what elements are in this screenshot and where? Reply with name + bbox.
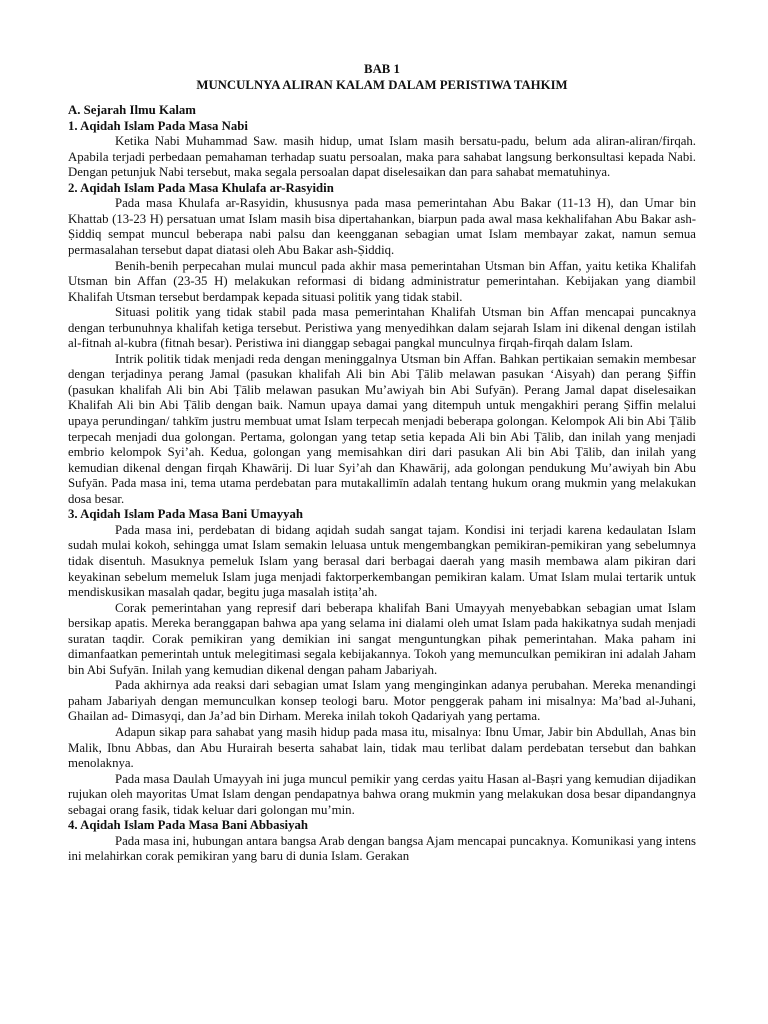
section-heading: A. Sejarah Ilmu Kalam bbox=[68, 103, 196, 118]
chapter-label: BAB 1 bbox=[364, 62, 400, 76]
paragraph: Pada masa ini, perdebatan di bidang aqidah sudah sangat tajam. Kondisi ini terjadi karena kedaulatan Islam sudah mulai kokoh, sehingga umat Islam semakin leluasa untuk mengembangkan pemikiran-pemikiran yang sebelumnya tidak disentuh. Masuknya pemeluk Islam yang berasal dari berbagai daerah yang masih membawa alam pikiran dari keyakinan sebelum memeluk Islam juga menjadi faktorperkembangan pemikiran kalam. Umat Islam mulai tertarik untuk mendiskusikan masalah qadar, begitu juga masalah istiṭa’ah. bbox=[68, 522, 696, 600]
subsection-heading-2: 2. Aqidah Islam Pada Masa Khulafa ar-Rasyidin bbox=[68, 180, 334, 195]
paragraph: Pada masa Khulafa ar-Rasyidin, khususnya pada masa pemerintahan Abu Bakar (11-13 H), dan Umar bin Khattab (13-23 H) persatuan umat Islam masih bisa dipertahankan, biarpun pada awal masa kekhalifahan Abu Bakar ash-Ṣiddiq sempat muncul beberapa nabi palsu dan keengganan sebagian umat Islam membayar zakat, namun semua permasalahan tersebut dapat diatasi oleh Abu Bakar ash-Ṣiddiq. bbox=[68, 196, 696, 258]
subsection-heading-3: 3. Aqidah Islam Pada Masa Bani Umayyah bbox=[68, 507, 304, 522]
document-body bbox=[68, 62, 696, 865]
paragraph: Pada akhirnya ada reaksi dari sebagian umat Islam yang menginginkan adanya perubahan. Mereka menandingi paham Jabariyah dengan memunculkan konsep teologi baru. Motor penggerak paham ini misalnya: Ma’bad al-Juhani, Ghailan ad- Dimasyqi, dan Ja’ad bin Dirham. Mereka inilah tokoh Qadariyah yang pertama. bbox=[68, 678, 696, 724]
chapter-title: MUNCULNYA ALIRAN KALAM DALAM PERISTIWA TAHKIM bbox=[196, 77, 568, 92]
paragraph: Corak pemerintahan yang represif dari beberapa khalifah Bani Umayyah menyebabkan sebagian umat Islam bersikap apatis. Mereka beranggapan bahwa apa yang selama ini dialami oleh umat Islam pada hakikatnya sudah menjadi suratan taqdir. Corak pemikiran yang demikian ini sangat menguntungkan pihak pemerintahan. Maka paham ini dimanfaatkan pemerintah untuk melegitimasi segala kebijakannya. Tokoh yang memunculkan pemikiran ini adalah Jaham bin Abi Sufyān. Inilah yang kemudian dikenal dengan paham Jabariyah. bbox=[68, 600, 696, 677]
paragraph: Benih-benih perpecahan mulai muncul pada akhir masa pemerintahan Utsman bin Affan, yaitu ketika Khalifah Utsman bin Affan (23-35 H) melakukan reformasi di bidang administratur pemerintahan. Kebijakan yang diambil Khalifah Utsman tersebut berdampak kepada situasi politik yang tidak stabil. bbox=[68, 258, 696, 304]
paragraph: Intrik politik tidak menjadi reda dengan meninggalnya Utsman bin Affan. Bahkan pertikaian semakin membesar dengan terjadinya perang Jamal (pasukan khalifah Ali bin Abi Ṭālib melawan pasukan ‘Aisyah) dan perang Ṣiffin (pasukan khalifah Ali bin Abi Ṭālib melawan pasukan Mu’awiyah bin Abi Sufyān). Perang Jamal dapat diselesaikan Khalifah Ali bin Abi Ṭālib dengan baik. Namun upaya damai yang ditempuh untuk mengakhiri perang Ṣiffin melalui upaya perundingan/ tahkīm justru membuat umat Islam terpecah menjadi beberapa golongan. Kelompok Ali bin Abi Ṭālib terpecah menjadi dua golongan. Pertama, golongan yang tetap setia kepada Ali bin Abi Ṭālib, dan inilah yang menjadi embrio kelompok Syi’ah. Kedua, golongan yang memisahkan diri dari pasukan Ali bin Abi Ṭālib, dan inilah yang kemudian dikenal dengan firqah Khawārij. Di luar Syi’ah dan Khawārij, ada golongan pendukung Mu’awiyah bin Abu Sufyān. Pada masa ini, tema utama perdebatan para mutakallimīn adalah tentang hukum orang mukmin yang melakukan dosa besar. bbox=[68, 351, 696, 506]
paragraph: Adapun sikap para sahabat yang masih hidup pada masa itu, misalnya: Ibnu Umar, Jabir bin Abdullah, Anas bin Malik, Ibnu Abbas, dan Abu Hurairah beserta sahabat lain, tidak mau terlibat dalam perdebatan tersebut dan bahkan menolaknya. bbox=[68, 724, 696, 771]
paragraph: Pada masa Daulah Umayyah ini juga muncul pemikir yang cerdas yaitu Hasan al-Baṣri yang kemudian dijadikan rujukan oleh mayoritas Umat Islam dengan pendapatnya bahwa orang mukmin yang melakukan dosa besar dipandangnya sebagai orang fasik, tidak keluar dari golongan mu’min. bbox=[68, 771, 696, 817]
subsection-heading-1: 1. Aqidah Islam Pada Masa Nabi bbox=[68, 118, 248, 133]
paragraph: Situasi politik yang tidak stabil pada masa pemerintahan Khalifah Utsman bin Affan mencapai puncaknya dengan terbunuhnya khalifah ketiga tersebut. Peristiwa yang menyedihkan dalam sejarah Islam ini dikenal dengan istilah al-fitnah al-kubra (fitnah besar). Peristiwa ini dianggap sebagai pangkal munculnya firqah-firqah dalam Islam. bbox=[68, 305, 696, 351]
paragraph: Pada masa ini, hubungan antara bangsa Arab dengan bangsa Ajam mencapai puncaknya. Komunikasi yang intens ini melahirkan corak pemikiran yang baru di dunia Islam. Gerakan bbox=[68, 833, 696, 864]
subsection-heading-4: 4. Aqidah Islam Pada Masa Bani Abbasiyah bbox=[68, 818, 309, 833]
paragraph: Ketika Nabi Muhammad Saw. masih hidup, umat Islam masih bersatu-padu, belum ada aliran-aliran/firqah. Apabila terjadi perbedaan pemahaman terhadap suatu persoalan, maka para sahabat langsung berkonsultasi kepada Nabi. Dengan petunjuk Nabi tersebut, maka segala persoalan dapat diselesaikan dan para sahabat mematuhinya. bbox=[68, 134, 696, 180]
